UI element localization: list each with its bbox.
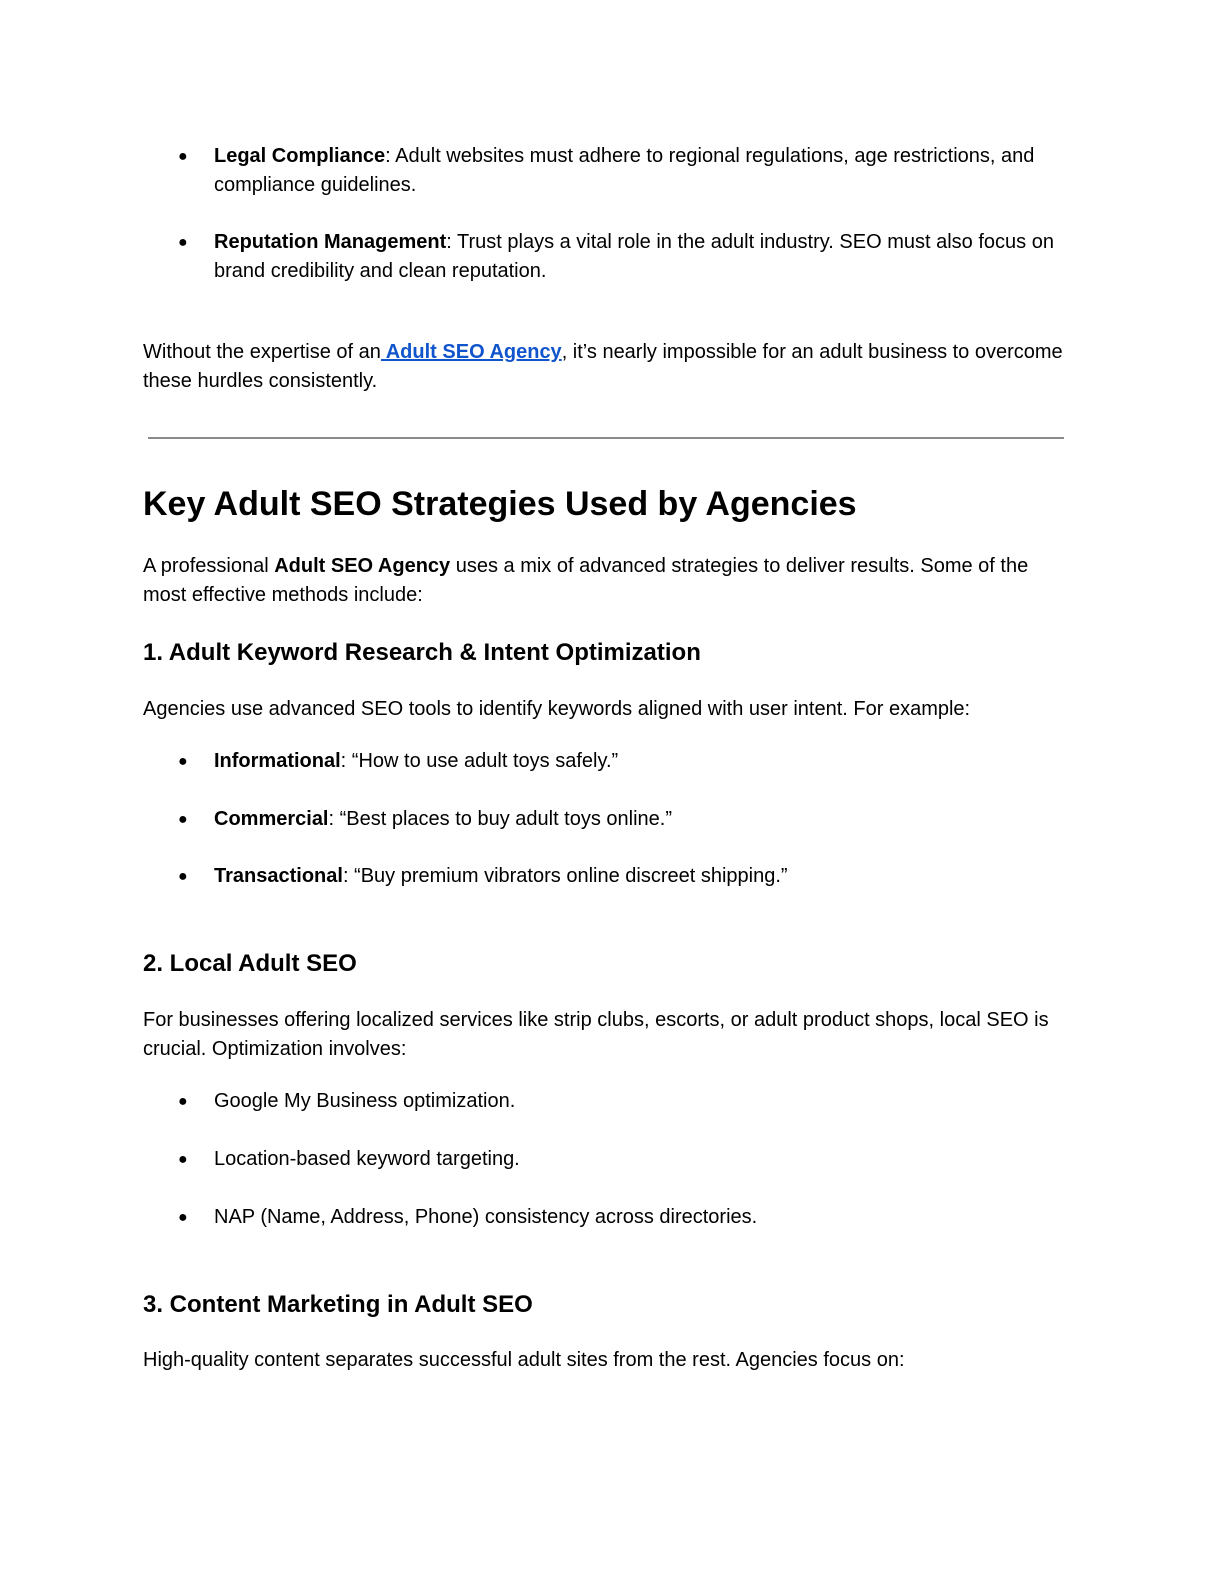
bullet-transactional bbox=[178, 862, 1074, 891]
bullet-text: Location-based keyword targeting. bbox=[214, 1148, 520, 1170]
bullet-icon: ● bbox=[178, 1151, 188, 1168]
paragraph: High-quality content separates successful adult sites from the rest. Agencies focus on: bbox=[143, 1349, 905, 1371]
bullet-informational bbox=[178, 747, 1074, 776]
subheading-local-seo: 2. Local Adult SEO bbox=[143, 950, 357, 977]
bullet-icon: ● bbox=[178, 234, 188, 251]
bullet-text: : “Best places to buy adult toys online.” bbox=[328, 808, 673, 830]
text: A professional bbox=[143, 555, 275, 577]
bullet-text: : “How to use adult toys safely.” bbox=[340, 750, 619, 772]
subheading-content-marketing: 3. Content Marketing in Adult SEO bbox=[143, 1291, 533, 1318]
bullet-term: Transactional bbox=[214, 865, 343, 887]
bullet-icon: ● bbox=[178, 811, 188, 828]
intro-paragraph bbox=[143, 338, 1068, 396]
divider bbox=[148, 437, 1064, 439]
list-item bbox=[178, 1145, 1074, 1174]
subheading-keyword-research: 1. Adult Keyword Research & Intent Optimization bbox=[143, 639, 701, 666]
bullet-term: Informational bbox=[214, 750, 341, 772]
paragraph: For businesses offering localized services like strip clubs, escorts, or adult product shops, local SEO is crucial. Optimization involves: bbox=[143, 1009, 1049, 1060]
bullet-icon: ● bbox=[178, 1093, 188, 1110]
bullet-legal-compliance bbox=[178, 142, 1074, 200]
bullet-term: Commercial bbox=[214, 808, 329, 830]
bullet-term: Reputation Management bbox=[214, 231, 447, 253]
bullet-term: Legal Compliance bbox=[214, 145, 386, 167]
text: uses a mix of advanced strategies to deliver results. Some of the most effective methods include: bbox=[143, 555, 1029, 606]
bullet-icon: ● bbox=[178, 148, 188, 165]
bullet-icon: ● bbox=[178, 868, 188, 885]
section-paragraph bbox=[143, 552, 1068, 610]
bullet-text: : “Buy premium vibrators online discreet shipping.” bbox=[342, 865, 788, 887]
list-item bbox=[178, 1203, 1074, 1232]
text: Without the expertise of an bbox=[143, 341, 381, 363]
paragraph: Agencies use advanced SEO tools to identify keywords aligned with user intent. For example: bbox=[143, 698, 971, 720]
text: , it’s nearly impossible for an adult business to overcome these hurdles consistently. bbox=[143, 341, 1063, 392]
bullet-text: Google My Business optimization. bbox=[214, 1090, 516, 1112]
bullet-text: : Trust plays a vital role in the adult industry. SEO must also focus on brand credibility and clean reputation. bbox=[214, 231, 1054, 282]
bullet-reputation-management bbox=[178, 228, 1074, 286]
bullet-text: : Adult websites must adhere to regional regulations, age restrictions, and compliance guidelines. bbox=[214, 145, 1035, 196]
bullet-text: NAP (Name, Address, Phone) consistency across directories. bbox=[214, 1206, 758, 1228]
list-item bbox=[178, 1087, 1074, 1116]
section-heading: Key Adult SEO Strategies Used by Agencies bbox=[143, 485, 857, 523]
bullet-icon: ● bbox=[178, 753, 188, 770]
bold-text: Adult SEO Agency bbox=[274, 555, 451, 577]
bullet-icon: ● bbox=[178, 1209, 188, 1226]
bullet-commercial bbox=[178, 805, 1074, 834]
adult-seo-agency-link[interactable]: Adult SEO Agency bbox=[380, 341, 562, 363]
